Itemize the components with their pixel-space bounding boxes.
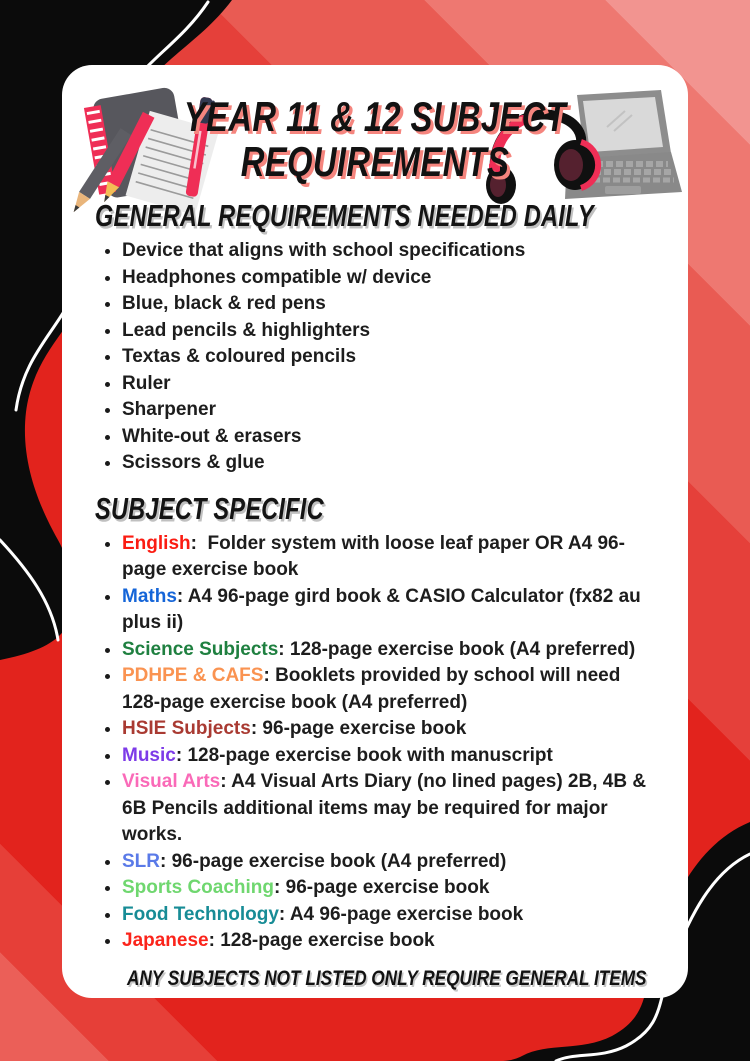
general-requirements-heading: GENERAL REQUIREMENTS NEEDED DAILY [95,198,594,234]
subject-name: Sports Coaching [122,877,275,899]
subject-requirement: : 96-page exercise book [250,718,467,740]
subject-name: PDHPE & CAFS [122,665,264,687]
subject-item [105,902,648,929]
subject-item [105,531,648,584]
subject-requirement: : 128-page exercise book (A4 preferred) [278,638,636,660]
subject-name: Visual Arts [122,771,221,793]
page-title-line1: YEAR 11 & 12 SUBJECT [183,93,567,140]
bullet-dot [105,754,110,759]
subject-requirement: : A4 96-page exercise book [278,903,524,925]
subject-item [105,769,648,849]
subject-specific-list [105,531,688,955]
general-item-text: Ruler [122,372,171,394]
bullet-dot [105,860,110,865]
general-item [105,424,648,451]
page-title [62,95,688,184]
general-item-text: Textas & coloured pencils [122,346,357,368]
bullet-dot [105,382,110,387]
bullet-dot [105,329,110,334]
subject-name: Music [122,744,176,766]
subject-requirement: : A4 Visual Arts Diary (no lined pages) 2B, 4B & 6B Pencils additional items may be required for major works. [122,771,647,846]
general-requirements-list [105,238,688,477]
subject-item-text [122,928,435,955]
bullet-dot [105,276,110,281]
subject-requirement: : 96-page exercise book [274,877,490,899]
bullet-dot [105,355,110,360]
general-item [105,238,648,265]
content-card [62,65,688,998]
bullet-dot [105,461,110,466]
general-item-text: White-out & erasers [122,425,302,447]
subject-name: SLR [122,850,160,872]
subject-item-text [122,849,506,876]
bullet-dot [105,913,110,918]
subject-name: Maths [122,585,177,607]
general-item [105,450,648,477]
subject-requirement: : 128-page exercise book [208,930,435,952]
subject-item [105,875,648,902]
subject-name: Food Technology [122,903,279,925]
bullet-dot [105,886,110,891]
page-title-line2: REQUIREMENTS [240,137,510,185]
bullet-dot [105,780,110,785]
subject-item [105,716,648,743]
footer-note: ANY SUBJECTS NOT LISTED ONLY REQUIRE GENERAL ITEMS [126,965,647,990]
general-item [105,291,648,318]
subject-requirement: : Booklets provided by school will need 128-page exercise book (A4 preferred) [122,665,621,713]
general-item-text: Lead pencils & highlighters [122,319,371,341]
bullet-dot [105,595,110,600]
subject-requirement: : Folder system with loose leaf paper OR A4 96-page exercise book [122,532,625,581]
bullet-dot [105,249,110,254]
general-item-text: Blue, black & red pens [122,293,326,315]
general-item [105,318,648,345]
subject-name: English [122,532,191,554]
subject-specific-heading: SUBJECT SPECIFIC [95,490,324,526]
bullet-dot [105,435,110,440]
bullet-dot [105,542,110,547]
general-item [105,397,648,424]
subject-item-text [122,716,466,743]
subject-item-text [122,531,648,584]
footer-note-wrap [62,966,688,991]
subject-item-text [122,769,648,849]
subject-name: HSIE Subjects [122,718,251,740]
general-item-text: Scissors & glue [122,452,265,474]
bullet-dot [105,939,110,944]
general-item-text: Sharpener [122,399,216,421]
general-item [105,265,648,292]
general-item [105,344,648,371]
general-item-text: Headphones compatible w/ device [122,266,432,288]
subject-item [105,637,648,664]
general-item-text: Device that aligns with school specifications [122,240,526,262]
subject-item-text [122,902,523,929]
subject-item-text [122,584,648,637]
bullet-dot [105,648,110,653]
bullet-dot [105,408,110,413]
subject-item [105,743,648,770]
subject-item-text [122,875,489,902]
subject-item [105,849,648,876]
bullet-dot [105,674,110,679]
subject-item-text [122,663,648,716]
general-item [105,371,648,398]
subject-item [105,584,648,637]
subject-item [105,928,648,955]
subject-item-text [122,637,635,664]
subject-name: Science Subjects [122,638,279,660]
subject-requirement: : 96-page exercise book (A4 preferred) [160,850,507,872]
bullet-dot [105,302,110,307]
subject-item-text [122,743,553,770]
subject-requirement: : 128-page exercise book with manuscript [175,744,553,766]
subject-name: Japanese [122,930,209,952]
subject-requirement: : A4 96-page gird book & CASIO Calculator (fx82 au plus ii) [122,585,641,634]
subject-item [105,663,648,716]
bullet-dot [105,727,110,732]
